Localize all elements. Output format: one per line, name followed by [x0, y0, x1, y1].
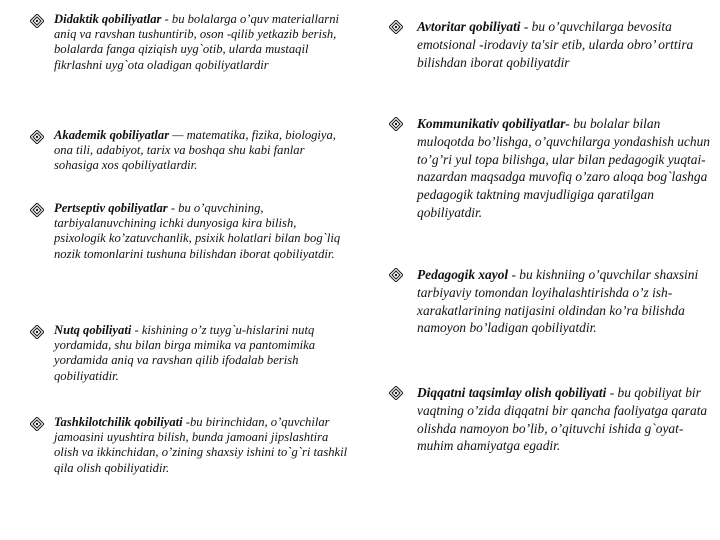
- list-item: [30, 323, 348, 384]
- item-text: [54, 201, 348, 262]
- list-item: [30, 128, 348, 174]
- item-description: — matematika, fizika, biologiya, ona tili, adabiyot, tarix va boshqa shu kabi fanlar sohasiga xos qobiliyatlardir.: [54, 128, 336, 173]
- item-text: [54, 323, 348, 384]
- diamond-bullet-icon: [30, 14, 44, 28]
- item-text: [417, 266, 710, 337]
- item-description: - bu bolalarga o’quv materiallarni aniq va ravshan tushuntirib, oson -qilib yetkazib berish, bolalarda fanga qiziqish uyg`otib, ularda mustaqil fikrlashni uyg`ota oladigan qobiliyatlardir: [54, 12, 339, 72]
- item-term: Nutq qobiliyati: [54, 323, 132, 337]
- item-term: Diqqatni taqsimlay olish qobiliyati: [417, 385, 607, 400]
- item-description: - kishining o’z tuyg`u-hislarini nutq yordamida, shu bilan birga mimika va pantomimika yordamida aniq va ravshan qilib ifodalab berish qobiliyatidir.: [54, 323, 316, 383]
- diamond-bullet-icon: [30, 417, 44, 431]
- list-item: [30, 201, 348, 262]
- diamond-bullet-icon: [30, 203, 44, 217]
- diamond-bullet-icon: [30, 325, 44, 339]
- item-text: [417, 18, 710, 71]
- list-item: [385, 384, 710, 455]
- item-term: Avtoritar qobiliyati: [417, 19, 521, 34]
- item-description: - bu o’quvchilarga bevosita emotsional -irodaviy ta'sir etib, ularda obro’ orttira bilishdan iborat qobiliyatdir: [417, 19, 694, 70]
- diamond-bullet-icon: [30, 130, 44, 144]
- item-description: - bu o’quvchining, tarbiyalanuvchining ichki dunyosiga kira bilish, psixologik ko’zatuvchanlik, psixik holatlari bilan bog`liq nozik tomonlarini tushuna bilishdan iborat qobiliyatdir.: [54, 201, 341, 261]
- diamond-bullet-icon: [389, 386, 403, 400]
- item-description: bu bolalar bilan muloqotda bo’lishga, o’quvchilarga yondashish uchun to’g’ri yul topa bilishga, ular bilan pedagogik yuqtai-nazardan maqsadga muvofiq o’zaro aloqa bog`lashga pedagogik taktning mavjudligiga qaratilgan qobiliyatdir.: [417, 116, 710, 220]
- item-term: Pedagogik xayol: [417, 267, 509, 282]
- item-term: Didaktik qobiliyatlar: [54, 12, 162, 26]
- diamond-bullet-icon: [389, 117, 403, 131]
- list-item: [385, 115, 710, 222]
- item-text: [54, 415, 348, 476]
- list-item: [30, 12, 348, 73]
- item-term: Tashkilotchilik qobiliyati: [54, 415, 183, 429]
- item-text: [417, 384, 710, 455]
- item-text: [417, 115, 710, 222]
- diamond-bullet-icon: [389, 20, 403, 34]
- item-text: [54, 12, 348, 73]
- list-item: [385, 18, 710, 71]
- diamond-bullet-icon: [389, 268, 403, 282]
- item-description: -bu birinchidan, o’quvchilar jamoasini uyushtira bilish, bunda jamoani jipslashtira olish va ikkinchidan, o’zining shaxsiy ishini to`g`ri tashkil qila olish qobiliyatidir.: [54, 415, 348, 475]
- list-item: [30, 415, 348, 476]
- item-text: [54, 128, 348, 174]
- item-term: Pertseptiv qobiliyatlar: [54, 201, 168, 215]
- item-description: - bu qobiliyat bir vaqtning o’zida diqqatni bir qancha faoliyatga qarata olishda namoyon bo’lib, o’qituvchi ishida g`oyat-muhim ahamiyatga egadir.: [417, 385, 708, 454]
- item-term: Akademik qobiliyatlar: [54, 128, 170, 142]
- item-term: Kommunikativ qobiliyatlar-: [417, 116, 570, 131]
- item-description: - bu kishniing o’quvchilar shaxsini tarbiyaviy tomondan loyihalashtirishda o’z ish-xarakatlarining natijasini oldindan ko’ra bilishda namoyon bo’ladigan qobiliyatdir.: [417, 267, 699, 336]
- list-item: [385, 266, 710, 337]
